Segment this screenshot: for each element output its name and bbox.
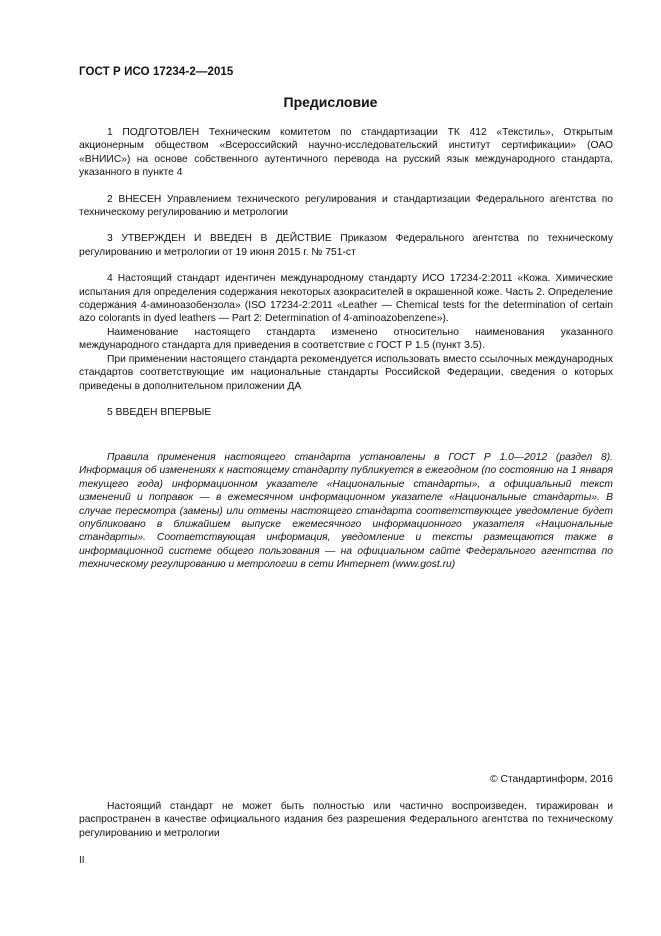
reproduction-notice: Настоящий стандарт не может быть полностью или частично воспроизведен, тиражирован и распространен в качестве официального издания без разрешения Федерального агентства по техническому регулированию и метрологии [79, 801, 613, 839]
paragraph-references: При применении настоящего стандарта рекомендуется использовать вместо ссылочных международных стандартов соответствующие им национальные стандарты Российской Федерации, сведения о которых приведены в дополнительном приложении ДА [79, 353, 613, 392]
copyright: © Стандартинформ, 2016 [490, 774, 613, 785]
standard-code: ГОСТ Р ИСО 17234-2—2015 [79, 66, 234, 78]
paragraph-name-change: Наименование настоящего стандарта изменено относительно наименования указанного международного стандарта для приведения в соответствие с ГОСТ Р 1.5 (пункт 3.5). [79, 326, 613, 352]
paragraph-approved: 3 УТВЕРЖДЕН И ВВЕДЕН В ДЕЙСТВИЕ Приказом Федерального агентства по техническому регулированию и метрологии от 19 июня 2015 г. № 751-ст [79, 233, 613, 258]
application-rules-notice: Правила применения настоящего стандарта установлены в ГОСТ Р 1.0—2012 (раздел 8). Информация об изменениях к настоящему стандарту публикуется в ежегодном (по состоянию на 1 января текущего года) информационном указателе «Национальные стандарты», а официальный текст изменений и поправок — в ежемесячном информационном указателе «Национальные стандарты». В случае пересмотра (замены) или отмены настоящего стандарта соответствующее уведомление будет опубликовано в ближайшем выпуске ежемесячного информационного указателя «Национальные стандарты». Соответствующая информация, уведомление и тексты размещаются также в информационной системе общего пользования — на официальном сайте Федерального агентства по техническому регулированию и метрологии в сети Интернет (www.gost.ru) [79, 452, 613, 571]
paragraph-identical: 4 Настоящий стандарт идентичен международному стандарту ИСО 17234-2:2011 «Кожа. Химические испытания для определения содержания некоторых азокрасителей в окрашенной коже. Часть 2. Определение содержания 4-аминоазобензола» (ISO 17234-2:2011 «Leather — Chemical tests for the determination of certain azo colorants in dyed leathers — Part 2: Determination of 4-aminoazobenzene»). [79, 273, 613, 325]
foreword-body [79, 126, 613, 419]
paragraph-prepared: 1 ПОДГОТОВЛЕН Техническим комитетом по стандартизации ТК 412 «Текстиль», Открытым акционерным обществом «Всероссийский научно-исследовательский институт сертификации» (ОАО «ВНИИС») на основе собственного аутентичного перевода на русский язык международного стандарта, указанного в пункте 4 [79, 127, 613, 179]
paragraph-submitted: 2 ВНЕСЕН Управлением технического регулирования и стандартизации Федерального агентства по техническому регулированию и метрологии [79, 193, 613, 219]
paragraph-first-introduced: 5 ВВЕДЕН ВПЕРВЫЕ [107, 406, 212, 418]
page-number: II [79, 855, 85, 866]
page-title: Предисловие [283, 94, 378, 110]
